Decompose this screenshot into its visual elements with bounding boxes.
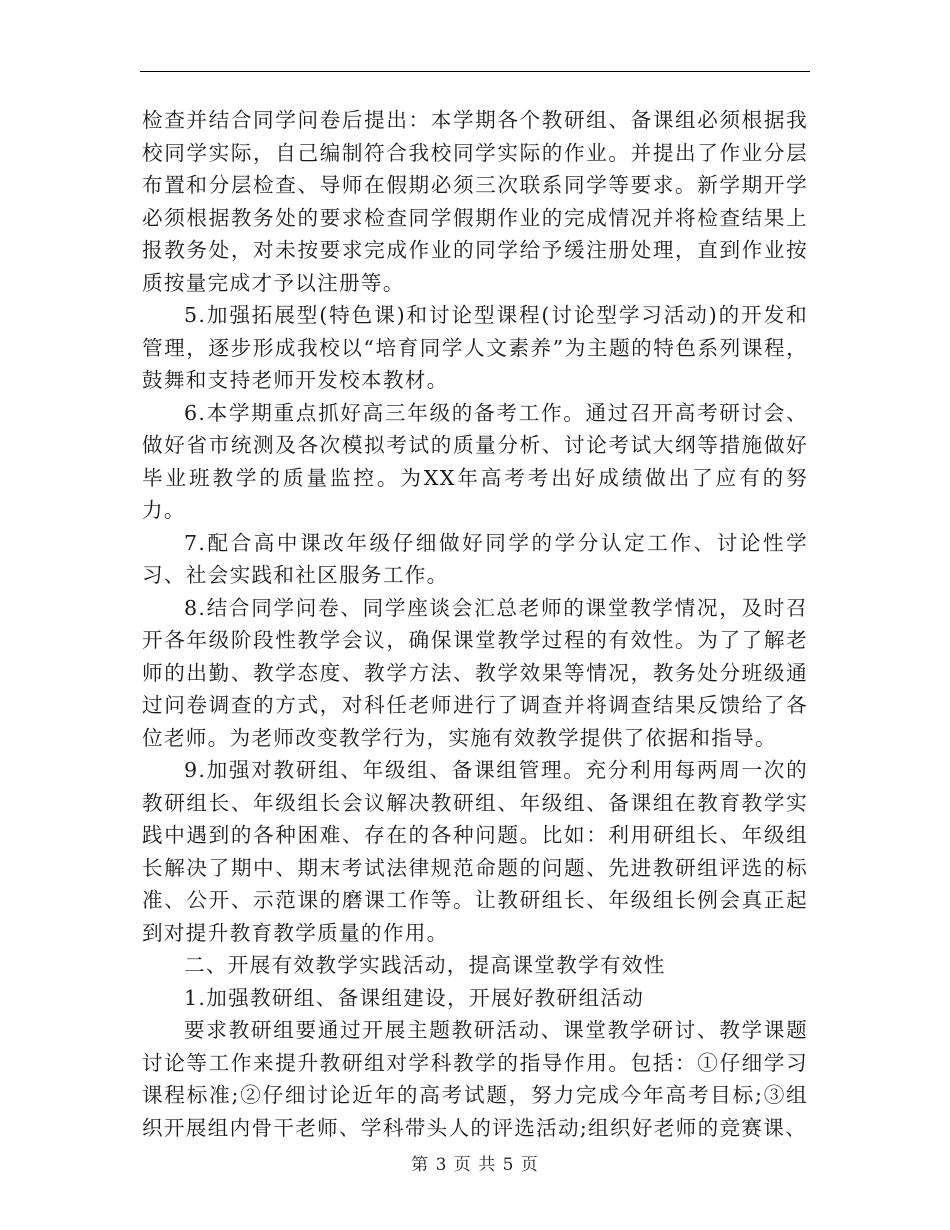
paragraph-continuation: 检查并结合同学问卷后提出：本学期各个教研组、备课组必须根据我校同学实际，自己编制符合我校同学实际的作业。并提出了作业分层布置和分层检查、导师在假期必须三次联系同学等要求。新学期开学必须根据教务处的要求检查同学假期作业的完成情况并将检查结果上报教务处，对未按要求完成作业的同学给予缓注册处理，直到作业按质按量完成才予以注册等。 — [142, 108, 808, 295]
section-heading-2: 二、开展有效教学实践活动，提高课堂教学有效性 — [184, 953, 666, 977]
header-rule — [140, 71, 810, 72]
subsection-heading-1: 1.加强教研组、备课组建设，开展好教研组活动 — [184, 985, 645, 1010]
paragraph-item-6: 6.本学期重点抓好高三年级的备考工作。通过召开高考研讨会、做好省市统测及各次模拟考试的质量分析、讨论考试大纲等措施做好毕业班教学的质量监控。为XX年高考考出好成绩做出了应有的努力。 — [142, 400, 808, 522]
paragraph-item-8: 8.结合同学问卷、同学座谈会汇总老师的课堂教学情况，及时召开各年级阶段性教学会议，确保课堂教学过程的有效性。为了了解老师的出勤、教学态度、教学方法、教学效果等情况，教务处分班级通过问卷调查的方式，对科任老师进行了调查并将调查结果反馈给了各位老师。为老师改变教学行为，实施有效教学提供了依据和指导。 — [142, 595, 808, 750]
paragraph-item-7: 7.配合高中课改年级仔细做好同学的学分认定工作、讨论性学习、社会实践和社区服务工作。 — [142, 530, 808, 587]
page-number-footer: 第 3 页 共 5 页 — [411, 1155, 539, 1175]
paragraph-item-5: 5.加强拓展型(特色课)和讨论型课程(讨论型学习活动)的开发和管理，逐步形成我校以“培育同学人文素养”为主题的特色系列课程，鼓舞和支持老师开发校本教材。 — [142, 303, 808, 392]
document-body — [142, 104, 808, 1144]
paragraph-requirements: 要求教研组要通过开展主题教研活动、课堂教学研讨、教学课题讨论等工作来提升教研组对学科教学的指导作用。包括：①仔细学习课程标准;②仔细讨论近年的高考试题，努力完成今年高考目标;③组织开展组内骨干老师、学科带头人的评选活动;组织好老师的竞赛课、 — [142, 1018, 808, 1140]
paragraph-item-9: 9.加强对教研组、年级组、备课组管理。充分利用每两周一次的教研组长、年级组长会议解决教研组、年级组、备课组在教育教学实践中遇到的各种困难、存在的各种问题。比如：利用研组长、年级组长解决了期中、期末考试法律规范命题的问题、先进教研组评选的标准、公开、示范课的磨课工作等。让教研组长、年级组长例会真正起到对提升教育教学质量的作用。 — [142, 758, 808, 945]
